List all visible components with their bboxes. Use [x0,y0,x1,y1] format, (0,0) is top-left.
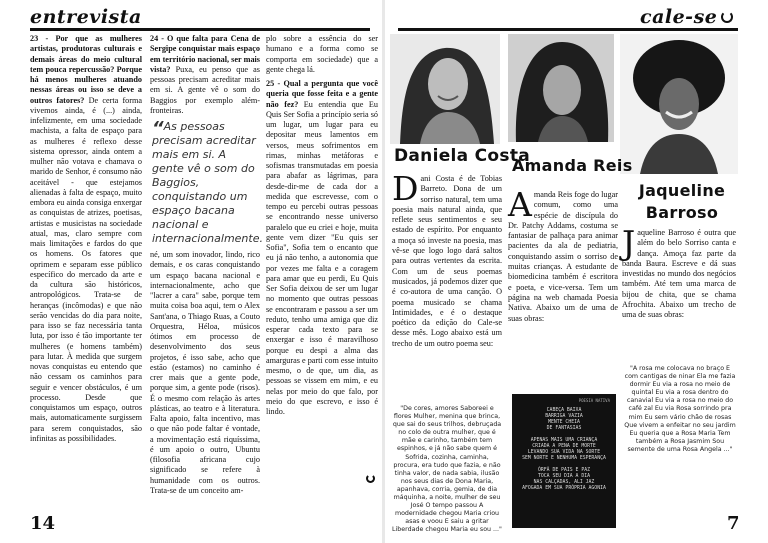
answer-25: Eu entendia que Eu Quis Ser Sofia a princípio seria só um lugar, um lugar para eu depositar meus lamentos em versos, meus sofrimentos em rimas, minhas metáforas e sofismas transmutadas em poesia para abafar as lágrimas, para desde-dir-me de cada dor a medida que escrevesse, com o tempo eu percebi outras pessoas se encontrando nesse universo paralelo que eu criei e hoje, muita gente vem dizer "Eu quis ser Sofia", Sofia tem o encanto que eu já não tenho, a autonomia que por vezes me falta e a coragem para amar que eu perdi, Eu Quis Ser Sofia deixou de ser um lugar no momento que outras pessoas se encontraram e passou a ser um reduto, tenho uma amiga que diz esperar cada texto para se enxergar e isso é maravilhoso porque eu despi a alma das amarguras e parti com esse intuito mesmo, o de que, um dia, as pessoas se vissem em mim, e eu nelas por meio do que falo, por meio do que escrevo, e isso é lindo. [266,99,378,416]
section-title-entrevista: entrevista [30,6,142,28]
book-tag: POESIA NATIVA [578,398,610,403]
name-amanda-reis: Amanda Reis [512,156,633,175]
question-25: 25 - Qual a pergunta que você queria que fosse feita e a gente não fez? [266,79,378,109]
book-line: SEM NORTE E NENHUMA ESPERANÇA [522,456,606,461]
answer-23: De certa forma vivemos ainda, é (...) ainda, infelizmente, em uma sociedade machista, a falta de espaço para as mulheres é reflexo desse sistema opressor, ainda ontem a mulher não votava e chamava o marido de Senhor, é consumo não aceitável - que estejamos alienadas à falta de espaço, muito embora eu ainda consiga enxergar as conquistas de atrizes, poetisas, artistas e musicistas na sociedade atual, mas, claro sempre com mais limitações e fardos do que os homens. Os fatores que oprimem e separam esse público específico do mercado da arte e da cultura são históricos, antropológicos. Trata-se de heranças (incômodas) e que não serão vencidas do dia para noite, para isso se faz necessária tanta luta, por isso é tão importante ter mulheres (e homens também) para lutar. À medida que surgem novas conquistas eu entendo que não cessam os caminhos para seguir e vencer obstáculos, é um processo. Desde que conquistamos um espaço, outros mais, automaticamente surgissem para serem conquistados, são infinitas as possibilidades. [30,95,142,443]
pull-quote [150,116,263,250]
book-verse-2 [516,438,612,462]
bio-amanda-reis [508,185,618,324]
drop-cap: D [392,169,419,208]
book-cover-poesia-nativa [512,394,616,528]
poem-excerpt-daniela: "De cores, amores Saboreei e flores Mulher, menina que brinca, que sai do seus trilhos, debruçada no colo de outra mulher, que é mãe e carinho, também tem espinhos, e já não sabe quem é Sofrida, cozinha, caminha, procura, era tudo que fazia, e não tinha valor, de nada sabia, ilusão nos seus dias de Dona Maria, apanhava, corria, gemia, de dia máquinha, a noite, mulher de seu José O tempo passou A modernidade chegou Maria criou asas e voou E saiu a gritar Liberdade chegou Maria eu sou ..." [392,405,502,534]
interview-answer-25 [266,79,378,417]
page-number-left: 14 [30,513,56,534]
question-23: 23 - Por que as mulheres artistas, produtoras culturais e demais áreas do meio cultural tem pouca repercussão? Porque há menos mulheres atuando nessas áreas ou isso se deve a outros fatores? [30,34,142,105]
book-line: DE FANTASIAS [546,426,582,431]
header-rule-right [398,28,738,31]
bio-text: manda Reis foge do lugar comum, como uma espécie de discípula do Dr. Patchy Addams, costuma se fantasiar de palhaça para animar pacientes da ala de pediatria, conquistando assim o sorriso de muitas crianças. A estudante de biomedicina também é escritora e poeta, e vice-versa. Tem um página na web chamada Poesia Nativa. Abaixo um de uma de suas obras: [508,190,618,323]
book-line: CABEÇA BAIXA [546,408,582,413]
bio-text: aqueline Barroso é outra que além do belo Sorriso canta e dança. Amoça faz parte da banda Baura. Escreve e dá suas investidas no mundo dos negócios também. Até tem uma marca de bijou de chita, que se chama Afrochita. Abaixo um trecho de uma de suas obras: [622,228,736,320]
pull-quote-text: As pessoas precisam acreditar mais em si. A gente vê o som do Baggios, conquistando um espaço bacana nacional e internacionalmente. [152,120,263,245]
drop-cap: J [622,223,636,262]
poem-excerpt-jaqueline: "A rosa me colocava no braço E com cantigas de ninar Ela me fazia dormir Eu via a rosa no meio de quintal Eu via a rosa dentro do canavial Eu via a rosa no meio do café zal Eu via Rosa sorrindo pra mim Eu sem vário chão de rosas Que vivem a enfeitar no seu jardim Eu queria que a Rosa Maria Tem também a Rosa Jasmim Sou semente de uma Rosa Angela ..." [624,365,736,453]
portrait-image [508,34,614,142]
book-line: TOCA SEU DIA A DIA [538,474,590,479]
book-line: APENAS MAIS UMA CRIANÇA [530,438,598,443]
book-verse-1 [516,408,612,432]
spiral-icon [721,11,733,23]
book-line: CRIADA A PENA DE MORTE [532,444,596,449]
question-24: 24 - O que falta para Cena de Sergipe conquistar mais espaço em território nacional, ser mais vista? [150,34,260,74]
interview-answer-24 [150,34,260,116]
section-title-text: cale-se [640,6,718,28]
portrait-image [620,34,738,174]
interview-answer-23 [30,34,142,444]
page-gutter [382,0,385,543]
book-line: ÓRFÃ DE PAIS E PAZ [538,468,590,473]
column-2 [150,34,263,496]
section-title-cale-se [640,6,733,28]
book-line: MENTE CHEIA [548,420,580,425]
book-line: NAS CALÇADAS, ALI JAZ [533,480,595,485]
header-rule-left [30,28,370,31]
page-number-right: 7 [727,513,740,534]
book-line: AFOGADA EM SUA PRÓPRIA AGONIA [522,486,606,491]
answer-24-end: plo sobre a essência do ser humano e a forma como se comporta em sociedade) que a gente chega lá. [266,34,378,74]
photo-daniela-costa [390,34,500,144]
name-jaqueline-barroso: Jaqueline Barroso [638,181,726,222]
answer-24: Puxa, eu penso que as pessoas precisam acreditar mais em si. A gente vê o som do Baggios por exemplo além-fronteiras. [150,64,260,115]
bio-daniela-costa [392,169,502,349]
quote-mark-icon: “ [152,118,164,139]
book-line: BARRIGA VAZIA [545,414,583,419]
end-of-article-icon [366,474,375,483]
column-3 [266,34,378,417]
drop-cap: A [508,185,532,224]
photo-jaqueline-barroso [620,34,738,174]
answer-24-continued: né, um som inovador, lindo, rico demais, e os caras conquistando um espaço bacana nacional e internacionalmente, acho que "lacrer a cara" sabe, porque tem muita coisa boa aqui, tem o Alex Sant'ana, o Thiago Ruas, a Couto Orquestra, Héloa, músicos ótimos em processo de desenvolvimento dos seus projetos, é isso sabe, acho que estão (estamos) no caminho é crer mais que a gente pode, porque sim, a gente pode (risos). É o mesmo com relação às artes plásticas, ao teatro e à literatura. Falta apoio, falta incentivo, mas o que não pode faltar é vontade, a movimentação está riquíssima, é um apoio o outro, Ubuntu (filosofia africana cujo significado se refere à humanidade com os outros. Trata-se de um conceito am- [150,250,260,495]
portrait-image [390,34,500,144]
name-daniela-costa: Daniela Costa [394,146,531,166]
bio-text: ani Costa é de Tobias Barreto. Dona de um sorriso natural, tem uma poesia mais natural ainda, que reflete seus sentimentos e seu estado de espírito. Por enquanto a moça só investe na poesia, mas vê-se que logo logo dará saltos para outras vertentes da escrita. Com um de seus poemas musicados, já podemos dizer que é co-autora de uma canção. O poema musicado se chama Intimidades, e é o destaque poético da edição do Cale-se desse mês. Logo abaixo está um trecho de um outro poema seu: [392,174,502,348]
bio-jaqueline-barroso [622,223,736,321]
book-verse-3 [516,468,612,492]
photo-amanda-reis [508,34,614,142]
book-line: LEVANDO SUA VIDA NA SORTE [527,450,601,455]
column-1 [30,34,142,444]
